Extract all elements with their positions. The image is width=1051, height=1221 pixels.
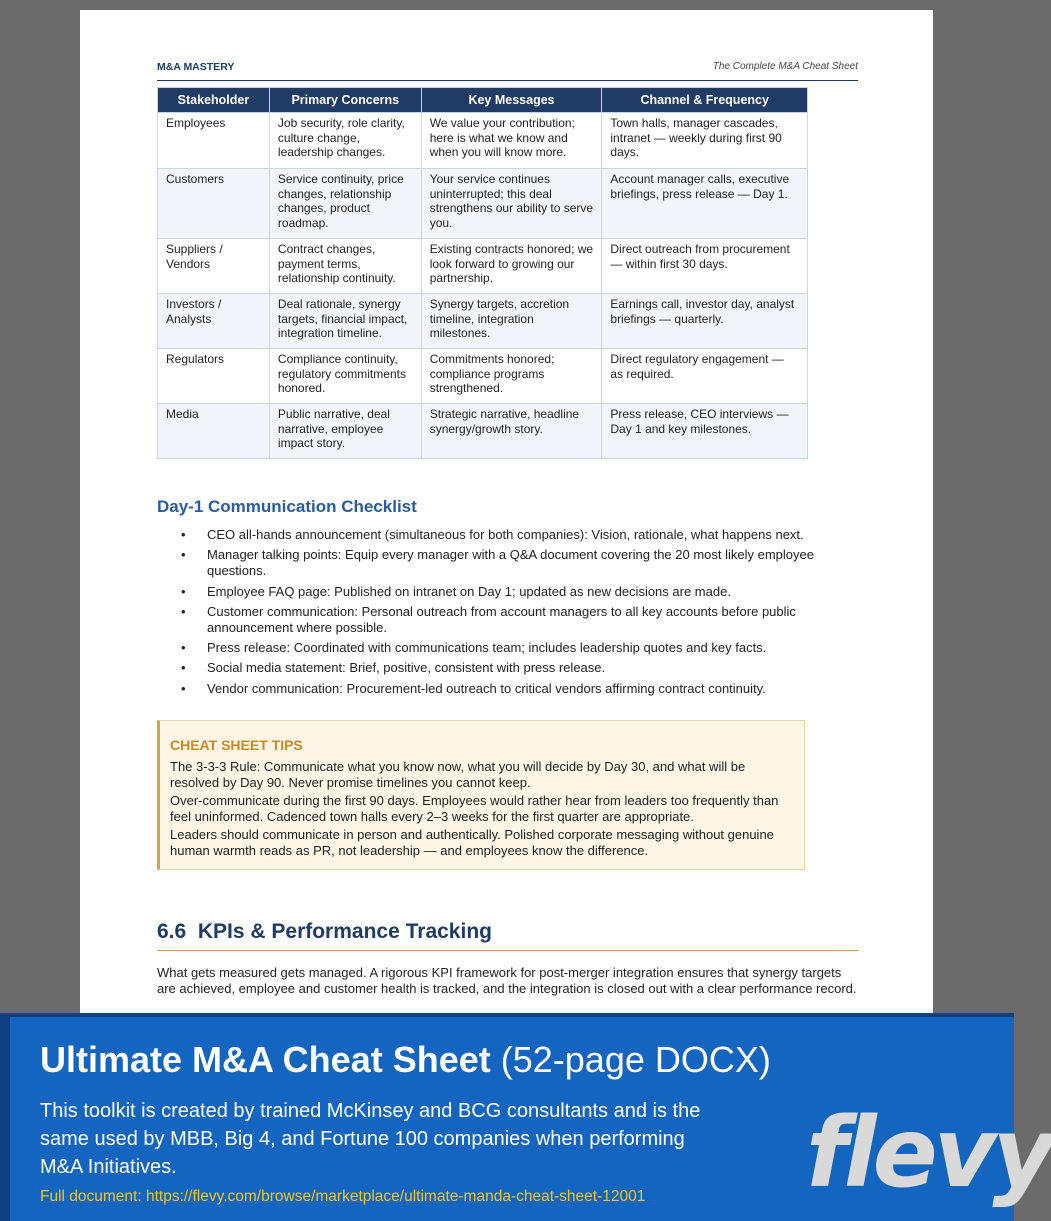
list-item (157, 681, 859, 697)
list-item-text: Press release: Coordinated with communications team; includes leadership quotes and key facts. (207, 640, 767, 656)
document-page (80, 10, 933, 1021)
list-item-text: Manager talking points: Equip every manager with a Q&A document covering the 20 most likely employee questions. (207, 547, 814, 579)
table-row (158, 113, 808, 169)
column-header: Stakeholder (158, 88, 270, 113)
table-cell: Your service continues uninterrupted; this deal strengthens our ability to serve you. (421, 169, 602, 239)
list-item-text: CEO all-hands announcement (simultaneous for both companies): Vision, rationale, what happens next. (207, 527, 804, 542)
banner-description: This toolkit is created by trained McKinsey and BCG consultants and is the same used by MBB, Big 4, and Fortune 100 companies when performing M&A Initiatives. (40, 1100, 701, 1178)
tip-text: The 3-3-3 Rule: Communicate what you know now, what you will decide by Day 30, and what will be resolved by Day 90. Never promise timelines you cannot keep. (170, 759, 746, 790)
banner-top-edge (0, 1013, 1014, 1017)
full-document-link[interactable]: Full document: https://flevy.com/browse/marketplace/ultimate-manda-cheat-sheet-12001 (40, 1188, 646, 1205)
cheat-sheet-tips-box (157, 720, 805, 870)
table-row (158, 404, 808, 459)
table-cell: Regulators (158, 349, 270, 404)
table-cell: Account manager calls, executive briefings, press release — Day 1. (602, 169, 808, 239)
banner-title (40, 1039, 771, 1081)
column-header: Primary Concerns (269, 88, 421, 113)
table-cell: Direct regulatory engagement — as required. (602, 349, 808, 404)
table-row (158, 239, 808, 294)
table-cell: Direct outreach from procurement — within first 30 days. (602, 239, 808, 294)
tip-text: Over-communicate during the first 90 days. Employees would rather hear from leaders too frequently than feel uninformed. Cadenced town halls every 2–3 weeks for the first quarter are appropriate. (170, 793, 779, 824)
table-row (158, 294, 808, 349)
bullet: • (181, 640, 186, 656)
table-cell: Investors / Analysts (158, 294, 270, 349)
list-item (157, 527, 859, 543)
table-cell: Strategic narrative, headline synergy/growth story. (421, 404, 602, 459)
table-cell: Media (158, 404, 270, 459)
table-row (158, 169, 808, 239)
bullet: • (181, 583, 186, 599)
checklist-title: Day-1 Communication Checklist (157, 497, 417, 516)
tip-text: Leaders should communicate in person and authentically. Polished corporate messaging without genuine human warmth reads as PR, not leadership — and employees know the difference. (170, 827, 774, 858)
list-item (157, 547, 859, 579)
table-cell: Job security, role clarity, culture change, leadership changes. (269, 113, 421, 169)
list-item (157, 660, 859, 676)
table-cell: Existing contracts honored; we look forward to growing our partnership. (421, 239, 602, 294)
list-item-text: Customer communication: Personal outreach from account managers to all key accounts before public announcement where possible. (207, 603, 796, 635)
stakeholder-table (157, 87, 808, 459)
list-item (157, 604, 859, 636)
table-cell: Commitments honored; compliance programs strengthened. (421, 349, 602, 404)
section-heading (157, 920, 859, 951)
page-header (157, 61, 858, 81)
table-cell: Employees (158, 113, 270, 169)
list-item-text: Employee FAQ page: Published on intranet on Day 1; updated as new decisions are made. (207, 583, 731, 599)
table-cell: Deal rationale, synergy targets, financial impact, integration timeline. (269, 294, 421, 349)
table-cell: Synergy targets, accretion timeline, integration milestones. (421, 294, 602, 349)
table-row (158, 349, 808, 404)
list-item-text: Vendor communication: Procurement-led outreach to critical vendors affirming contract continuity. (207, 680, 766, 696)
tips-title: CHEAT SHEET TIPS (170, 737, 303, 753)
column-header: Key Messages (421, 88, 602, 113)
table-cell: Town halls, manager cascades, intranet — weekly during first 90 days. (602, 113, 808, 169)
table-cell: Earnings call, investor day, analyst briefings — quarterly. (602, 294, 808, 349)
table-cell: Contract changes, payment terms, relationship continuity. (269, 239, 421, 294)
table-cell: Customers (158, 169, 270, 239)
table-cell: Compliance continuity, regulatory commitments honored. (269, 349, 421, 404)
bullet: • (181, 547, 186, 563)
bullet: • (181, 680, 186, 696)
banner-title-format: (52-page DOCX) (500, 1039, 771, 1080)
section-intro: What gets measured gets managed. A rigorous KPI framework for post-merger integration ensures that synergy targets are achieved, employee and customer health is tracked, and the integration is closed out with a clear performance record. (157, 965, 857, 996)
bullet: • (181, 660, 186, 676)
section-heading-text: 6.6 KPIs & Performance Tracking (157, 920, 492, 943)
table-cell: Suppliers / Vendors (158, 239, 270, 294)
bullet: • (181, 527, 186, 542)
list-item-text: Social media statement: Brief, positive, consistent with press release. (207, 660, 606, 676)
table-cell: Press release, CEO interviews — Day 1 and key milestones. (602, 404, 808, 459)
list-item (157, 584, 859, 600)
header-doc-title: The Complete M&A Cheat Sheet (712, 61, 858, 72)
table-cell: We value your contribution; here is what we know and when you will know more. (421, 113, 602, 169)
banner-left-edge (0, 1013, 10, 1221)
table-header-row (158, 88, 808, 113)
column-header: Channel & Frequency (602, 88, 808, 113)
table-cell: Public narrative, deal narrative, employee impact story. (269, 404, 421, 459)
bullet: • (181, 603, 186, 619)
header-brand: M&A MASTERY (157, 61, 235, 73)
table-cell: Service continuity, price changes, relationship changes, product roadmap. (269, 169, 421, 239)
checklist (157, 527, 859, 701)
flevy-logo: flevy (806, 1097, 1051, 1209)
list-item (157, 640, 859, 656)
promo-banner (0, 1013, 1051, 1221)
banner-title-main: Ultimate M&A Cheat Sheet (40, 1039, 491, 1080)
